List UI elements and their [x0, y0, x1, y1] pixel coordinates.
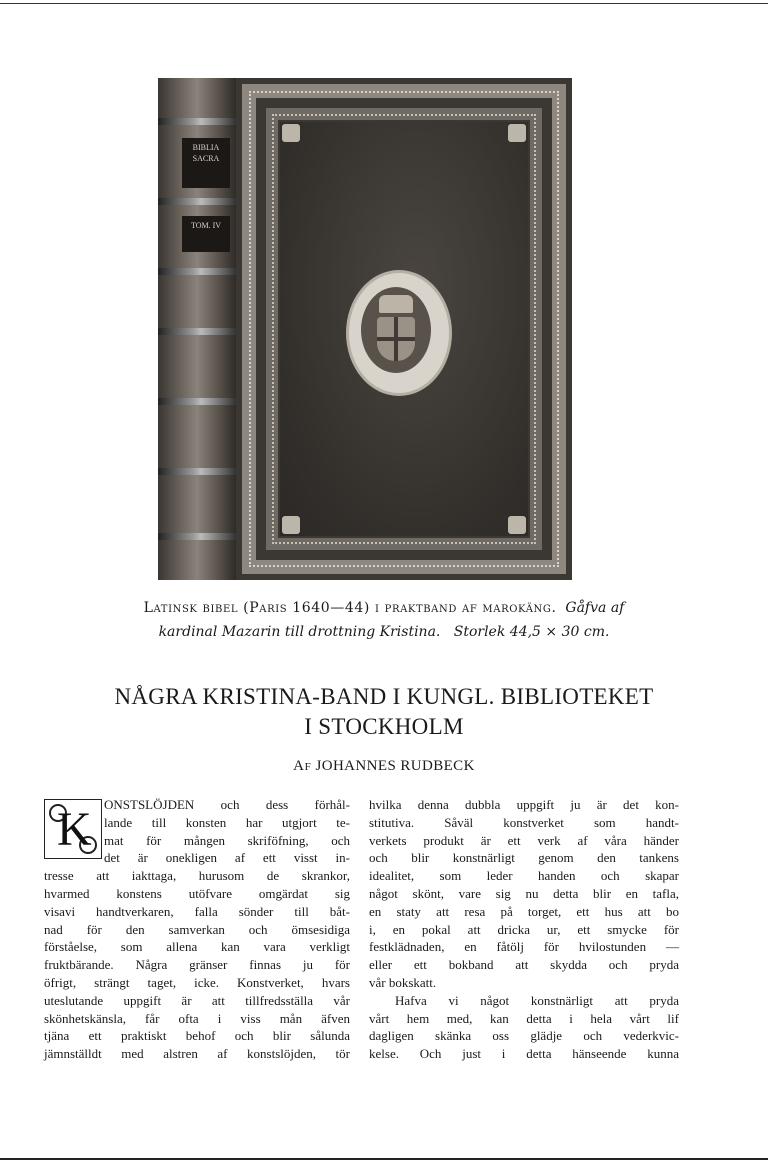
spine-band — [158, 398, 236, 405]
corner-ornament — [508, 516, 526, 534]
text-line: lande till konsten har utgjort te- — [104, 814, 350, 830]
coat-of-arms-medallion — [346, 270, 452, 396]
text-line: skönhetskänsla, får ofta i viss mån äfven — [44, 1010, 350, 1026]
corner-ornament — [282, 516, 300, 534]
caption-size-value: 44,5 × 30 cm. — [509, 624, 610, 640]
text-line: nad för den samverkan och ömsesidiga — [44, 921, 350, 937]
text-line: hvarmed konstens utöfvare omgärdat sig — [44, 885, 350, 901]
text-line: verkets produkt är ett verk af våra händer — [369, 832, 679, 848]
text-line: idealitet, som leder handen och skapar — [369, 868, 679, 884]
text-line: jämnställdt med alstren af konstslöjden, tör — [44, 1046, 350, 1062]
caption-gift-note: Gåfva af — [565, 600, 625, 616]
text-line: vårt hem med, kan detta i hela vårt lif — [369, 1010, 679, 1026]
text-line: tresse att iakttaga, hurusom de skrankor, — [44, 868, 350, 884]
text-line: dagligen skänka oss glädje och vederkvic- — [369, 1028, 679, 1044]
corner-ornament — [282, 124, 300, 142]
byline — [0, 758, 768, 775]
book-photograph — [158, 78, 572, 580]
text-line: något skönt, vare sig nu detta blir en tafla, — [369, 885, 679, 901]
spine-band — [158, 198, 236, 205]
byline-prefix: Af — [293, 758, 312, 774]
caption-provenance: kardinal Mazarin till drottning Kristina. — [158, 624, 441, 640]
byline-author: JOHANNES RUDBECK — [315, 758, 475, 774]
spine-band — [158, 328, 236, 335]
text-line: eller ett bokband att skydda och pryda — [369, 957, 679, 973]
spine-band — [158, 533, 236, 540]
text-line: i, en pokal att dricka ur, ett smycke för — [369, 921, 679, 937]
book-cover — [236, 78, 572, 580]
figure-caption-line1 — [0, 600, 768, 616]
text-line: festklädnaden, en fåtölj för hvilostunden — — [369, 939, 679, 955]
text-line: uteslutande uppgift är att tillfredsställa vår — [44, 992, 350, 1008]
text-line: vår bokskatt. — [369, 974, 437, 990]
drop-cap-letter: K — [57, 803, 92, 856]
text-line: förståelse, som allena kan vara verkligt — [44, 939, 350, 955]
body-column-right — [369, 796, 679, 1063]
spine-band — [158, 468, 236, 475]
text-line: hvilka denna dubbla uppgift ju är det kon- — [369, 797, 679, 812]
spine-label-title: BIBLIA SACRA — [182, 138, 230, 188]
text-line: öfrigt, strängt taget, icke. Konstverket, hvars — [44, 974, 350, 990]
spine-label-volume: TOM. IV — [182, 216, 230, 252]
text-line: visavi handtverkaren, falla sönder till båt- — [44, 903, 350, 919]
text-line: ONSTSLÖJDEN och dess förhål- — [104, 797, 350, 812]
top-rule — [0, 3, 768, 4]
crown-icon — [379, 295, 413, 313]
body-column-left — [44, 796, 350, 1063]
text-line: stitutiva. Såväl konstverket som handt- — [369, 814, 679, 830]
article-title-line1: NÅGRA KRISTINA-BAND I KUNGL. BIBLIOTEKET — [114, 684, 654, 709]
caption-size-label: Storlek — [453, 624, 506, 640]
article-title-line2: I STOCKHOLM — [304, 714, 464, 739]
text-line: det är onekligen af ett visst in- — [104, 850, 350, 866]
spine-band — [158, 268, 236, 275]
text-line: kelse. Och just i detta hänseende kunna — [369, 1046, 679, 1062]
book-spine — [158, 78, 236, 580]
shield-icon — [377, 317, 415, 361]
text-line: mat för mången skriföfning, och — [104, 832, 350, 848]
text-line: en staty att resa på torget, ett hus att bo — [369, 903, 679, 919]
text-line: fruktbärande. Några gränser finnas ju för — [44, 957, 350, 973]
caption-description: Latinsk bibel (Paris 1640—44) i praktband af marokäng. — [143, 600, 557, 616]
spine-band — [158, 118, 236, 125]
bottom-rule — [0, 1158, 768, 1160]
figure-caption-line2 — [0, 624, 768, 640]
text-line: Hafva vi något konstnärligt att pryda — [395, 992, 679, 1008]
corner-ornament — [508, 124, 526, 142]
text-line: tjäna ett praktiskt behof och blir sålunda — [44, 1028, 350, 1044]
text-line: och blir konstnärligt genom den tankens — [369, 850, 679, 866]
